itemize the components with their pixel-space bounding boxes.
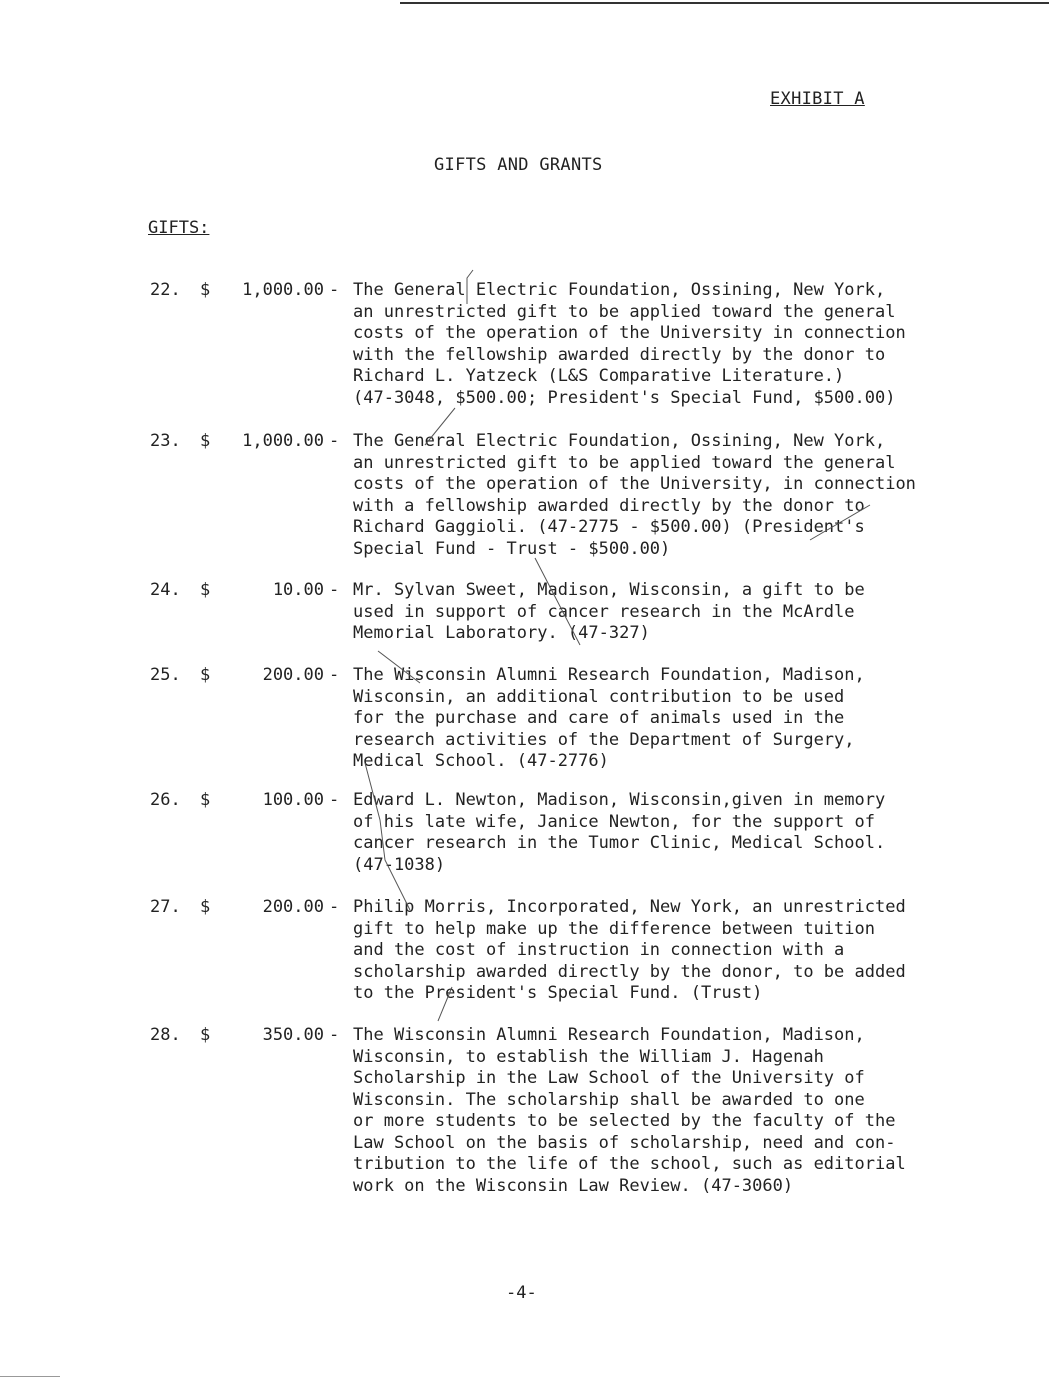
- entry-number: 28.: [150, 1025, 181, 1045]
- entry-dash: -: [329, 580, 340, 600]
- page-title: GIFTS AND GRANTS: [434, 155, 603, 175]
- description-line: costs of the operation of the University, in connection: [353, 474, 916, 494]
- description-line: Wisconsin, an additional contribution to be used: [353, 686, 845, 707]
- top-edge-line: [0, 0, 1049, 5]
- pencil-mark-7: [430, 985, 460, 1025]
- description-line: The Wisconsin Alumni Research Foundation, Madison,: [353, 1025, 865, 1045]
- pencil-mark-2: [420, 405, 460, 450]
- entry-number: 26.: [150, 790, 181, 810]
- entry-number: 25.: [150, 665, 181, 685]
- entry-amount: 1,000.00: [242, 280, 324, 300]
- description-line: to the President's Special Fund. (Trust): [353, 983, 763, 1003]
- currency-symbol: $: [200, 790, 211, 810]
- entry-description: [353, 1025, 953, 1197]
- pencil-mark-3: [800, 500, 880, 545]
- description-line: (47-1038): [353, 854, 446, 875]
- entry-dash: -: [329, 790, 340, 810]
- description-line: with a fellowship awarded directly by the donor to: [353, 495, 865, 516]
- currency-symbol: $: [200, 580, 211, 600]
- entry-amount: 100.00: [262, 790, 324, 810]
- description-line: tribution to the life of the school, such as editorial: [353, 1154, 906, 1174]
- bottom-edge-line: [0, 1376, 60, 1377]
- entry-description: [353, 790, 953, 876]
- page-number: -4-: [506, 1283, 537, 1303]
- description-line: Richard L. Yatzeck (L&S Comparative Literature.): [353, 366, 845, 386]
- description-line: gift to help make up the difference between tuition: [353, 918, 875, 939]
- entry-amount: 350.00: [262, 1025, 324, 1045]
- currency-symbol: $: [200, 897, 211, 917]
- description-line: Edward L. Newton, Madison, Wisconsin,given in memory: [353, 790, 886, 810]
- pencil-mark-4: [525, 555, 585, 655]
- entry-number: 22.: [150, 280, 181, 300]
- description-line: The General Electric Foundation, Ossining, New York,: [353, 280, 886, 300]
- pencil-mark-1: [455, 268, 485, 308]
- entry-amount: 1,000.00: [242, 431, 324, 451]
- description-line: and the cost of instruction in connection with a: [353, 940, 845, 960]
- currency-symbol: $: [200, 280, 211, 300]
- currency-symbol: $: [200, 1025, 211, 1045]
- entry-number: 24.: [150, 580, 181, 600]
- entry-description: [353, 665, 953, 773]
- description-line: or more students to be selected by the faculty of the: [353, 1111, 896, 1131]
- entry-amount: 10.00: [272, 580, 324, 600]
- description-line: used in support of cancer research in the McArdle: [353, 601, 855, 622]
- description-line: with the fellowship awarded directly by the donor to: [353, 344, 886, 365]
- description-line: Wisconsin, to establish the William J. Hagenah: [353, 1046, 824, 1067]
- description-line: Scholarship in the Law School of the University of: [353, 1068, 865, 1088]
- description-line: cancer research in the Tumor Clinic, Medical School.: [353, 833, 886, 853]
- description-line: Law School on the basis of scholarship, need and con-: [353, 1132, 896, 1153]
- entry-number: 23.: [150, 431, 181, 451]
- section-heading: GIFTS:: [148, 218, 210, 238]
- entry-number: 27.: [150, 897, 181, 917]
- description-line: an unrestricted gift to be applied toward the general: [353, 452, 896, 473]
- description-line: research activities of the Department of Surgery,: [353, 729, 855, 750]
- description-line: Philip Morris, Incorporated, New York, an unrestricted: [353, 897, 906, 917]
- entry-dash: -: [329, 897, 340, 917]
- entry-dash: -: [329, 665, 340, 685]
- exhibit-label: EXHIBIT A: [770, 89, 865, 109]
- pencil-mark-6: [360, 760, 420, 920]
- description-line: Richard Gaggioli. (47-2775 - $500.00) (President's: [353, 517, 865, 537]
- entry-amount: 200.00: [262, 897, 324, 917]
- entry-description: [353, 580, 953, 645]
- currency-symbol: $: [200, 665, 211, 685]
- description-line: The General Electric Foundation, Ossining, New York,: [353, 431, 886, 451]
- entry-description: [353, 280, 953, 409]
- description-line: Medical School. (47-2776): [353, 751, 609, 771]
- description-line: (47-3048, $500.00; President's Special Fund, $500.00): [353, 387, 896, 408]
- description-line: Special Fund - Trust - $500.00): [353, 538, 671, 559]
- description-line: The Wisconsin Alumni Research Foundation, Madison,: [353, 665, 865, 685]
- description-line: for the purchase and care of animals used in the: [353, 708, 845, 728]
- description-line: of his late wife, Janice Newton, for the support of: [353, 811, 875, 832]
- currency-symbol: $: [200, 431, 211, 451]
- entry-dash: -: [329, 1025, 340, 1045]
- entry-amount: 200.00: [262, 665, 324, 685]
- description-line: Mr. Sylvan Sweet, Madison, Wisconsin, a gift to be: [353, 580, 865, 600]
- description-line: an unrestricted gift to be applied toward the general: [353, 301, 896, 322]
- description-line: Wisconsin. The scholarship shall be awarded to one: [353, 1089, 865, 1110]
- pencil-mark-5: [375, 648, 425, 688]
- entry-dash: -: [329, 431, 340, 451]
- description-line: costs of the operation of the University in connection: [353, 323, 906, 343]
- description-line: scholarship awarded directly by the donor, to be added: [353, 961, 906, 982]
- description-line: work on the Wisconsin Law Review. (47-3060): [353, 1175, 794, 1196]
- entry-dash: -: [329, 280, 340, 300]
- description-line: Memorial Laboratory. (47-327): [353, 623, 650, 643]
